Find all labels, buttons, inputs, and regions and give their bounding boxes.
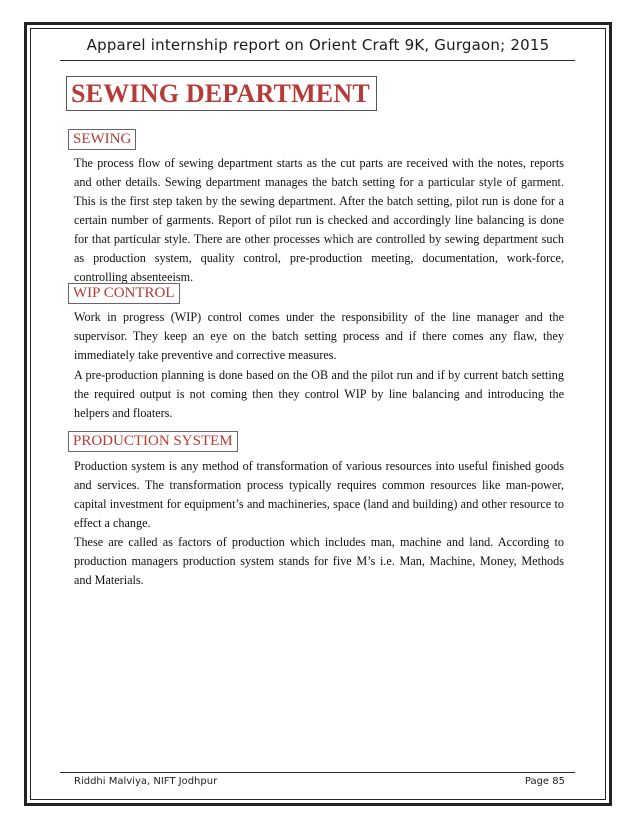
footer-author: Riddhi Malviya, NIFT Jodhpur (74, 776, 218, 787)
wip-paragraph-1: Work in progress (WIP) control comes under the responsibility of the line manager and the supervisor. They keep an eye on the batch setting process and if there comes any flaw, they immediately take preventive and corrective measures. (74, 310, 564, 362)
section-heading-wip-control: WIP CONTROL (68, 283, 180, 304)
production-paragraph-1: Production system is any method of transformation of various resources into useful finished goods and services. The transformation process typically requires common resources like man-power, capital investment for equipment’s and machineries, space (land and building) and other resource to effect a change. (74, 459, 564, 530)
section-heading-production-system: PRODUCTION SYSTEM (68, 431, 238, 452)
page-header: Apparel internship report on Orient Craft 9K, Gurgaon; 2015 (86, 36, 550, 54)
header-divider (60, 60, 575, 61)
footer-page-number: Page 85 (524, 776, 565, 787)
wip-paragraph-2: A pre-production planning is done based on the OB and the pilot run and if by current batch setting the required output is not coming then they control WIP by line balancing and introducing the helpers and floaters. (74, 368, 564, 420)
sewing-paragraph: The process flow of sewing department starts as the cut parts are received with the notes, reports and other details. Sewing department manages the batch setting for a particular style of garment. This is the first step taken by the sewing department. After the batch setting, pilot run is done for a certain number of garments. Report of pilot run is checked and accordingly line balancing is done for that particular style. There are other processes which are controlled by sewing department such as production system, quality control, pre-production meeting, documentation, work-force, controlling absenteeism. (74, 156, 564, 284)
department-heading: SEWING DEPARTMENT (66, 76, 377, 111)
footer-divider (60, 772, 575, 773)
section-heading-sewing: SEWING (68, 129, 136, 150)
production-paragraph-2: These are called as factors of production which includes man, machine and land. According to production managers production system stands for five M’s i.e. Man, Machine, Money, Methods and Materials. (74, 535, 564, 587)
